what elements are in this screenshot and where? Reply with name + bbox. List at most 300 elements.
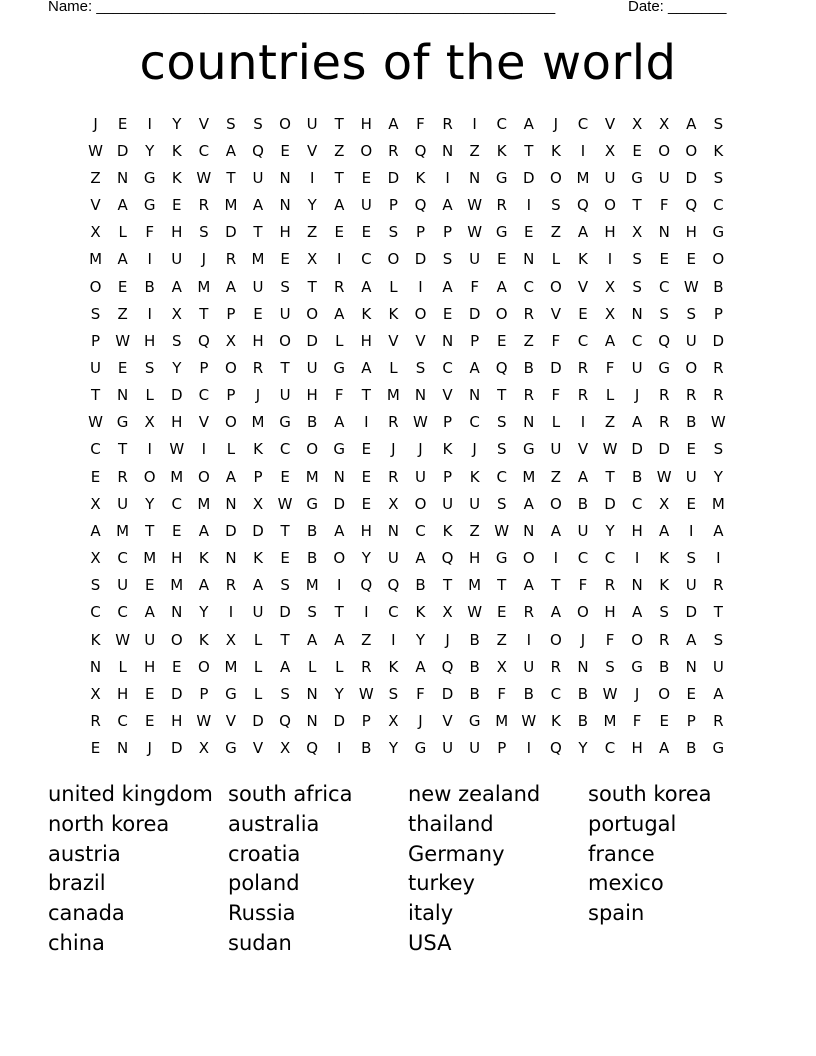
grid-letter: M (386, 386, 400, 405)
grid-letter: F (145, 223, 155, 242)
grid-letter: K (713, 141, 724, 160)
letter-grid (82, 110, 732, 762)
grid-letter: R (577, 358, 589, 377)
grid-letter: S (144, 358, 155, 377)
grid-letter: X (225, 630, 237, 649)
grid-letter: A (144, 603, 155, 622)
grid-letter: E (686, 250, 696, 269)
grid-letter: N (333, 467, 345, 486)
grid-letter: M (576, 168, 590, 187)
grid-letter: F (632, 712, 642, 731)
grid-letter: T (442, 576, 453, 595)
grid-letter: R (496, 196, 507, 215)
grid-letter: R (550, 657, 562, 676)
grid-letter: P (253, 467, 263, 486)
grid-letter: D (550, 358, 562, 377)
name-field[interactable]: Name: _______________________________________________________ (48, 0, 556, 15)
grid-letter: B (577, 712, 589, 731)
grid-letter: M (170, 467, 184, 486)
grid-letter: U (90, 358, 102, 377)
grid-letter: O (522, 549, 535, 568)
grid-letter: D (712, 331, 725, 350)
grid-letter: F (334, 386, 344, 405)
grid-letter: C (713, 196, 724, 215)
grid-letter: S (388, 223, 399, 242)
grid-letter: F (578, 576, 588, 595)
grid-letter: G (658, 358, 670, 377)
word-list-item: spain (588, 901, 645, 926)
grid-letter: M (197, 277, 211, 296)
grid-letter: H (171, 413, 183, 432)
grid-letter: X (225, 331, 237, 350)
grid-letter: I (445, 168, 450, 187)
grid-letter: C (117, 603, 128, 622)
grid-letter: G (333, 440, 346, 459)
grid-letter: D (523, 168, 535, 187)
grid-letter: Q (577, 196, 589, 215)
header-line (48, 0, 748, 17)
grid-letter: L (389, 358, 398, 377)
grid-letter: A (550, 603, 561, 622)
grid-letter: V (307, 141, 318, 160)
grid-letter: H (279, 223, 291, 242)
grid-letter: J (391, 440, 396, 459)
grid-letter: D (170, 739, 183, 758)
grid-letter: A (523, 576, 534, 595)
grid-letter: D (252, 521, 264, 540)
grid-letter: O (549, 277, 562, 296)
grid-letter: Y (388, 739, 398, 758)
grid-letter: S (280, 576, 290, 595)
grid-letter: Q (495, 358, 508, 377)
grid-letter: A (686, 630, 697, 649)
grid-letter: E (361, 440, 372, 459)
grid-letter: T (226, 168, 236, 187)
grid-letter: L (118, 223, 127, 242)
grid-letter: A (415, 657, 426, 676)
grid-letter: H (468, 549, 481, 568)
grid-letter: G (468, 712, 481, 731)
grid-letter: D (604, 494, 616, 513)
grid-letter: F (416, 684, 425, 703)
grid-letter: A (279, 657, 291, 676)
grid-letter: O (333, 549, 346, 568)
grid-letter: L (253, 630, 263, 649)
grid-letter: P (199, 358, 209, 377)
grid-letter: O (631, 630, 643, 649)
grid-letter: U (442, 739, 454, 758)
grid-letter: D (414, 250, 427, 269)
grid-letter: A (334, 304, 345, 323)
grid-letter: B (577, 494, 589, 513)
grid-letter: A (442, 196, 453, 215)
grid-letter: W (467, 223, 483, 242)
grid-letter: G (495, 223, 508, 242)
grid-letter: W (656, 467, 672, 486)
grid-letter: X (631, 114, 643, 133)
word-list-item: australia (228, 811, 320, 836)
grid-letter: R (577, 386, 589, 405)
grid-letter: L (335, 331, 344, 350)
grid-letter: N (117, 168, 129, 187)
grid-letter: K (469, 467, 480, 486)
word-list-item: Germany (408, 841, 505, 866)
word-list-item: turkey (408, 871, 475, 896)
grid-letter: R (117, 467, 128, 486)
grid-letter: R (388, 413, 399, 432)
grid-letter: K (171, 141, 182, 160)
grid-letter: E (280, 549, 290, 568)
grid-letter: T (90, 386, 101, 405)
grid-letter: U (252, 277, 264, 296)
grid-letter: M (197, 494, 211, 513)
grid-letter: P (388, 196, 398, 215)
grid-letter: P (226, 304, 236, 323)
grid-letter: L (605, 386, 615, 405)
grid-letter: A (550, 521, 561, 540)
grid-letter: S (388, 684, 399, 703)
grid-letter: A (198, 576, 209, 595)
grid-letter: A (442, 277, 453, 296)
grid-letter: E (90, 739, 101, 758)
grid-letter: A (225, 467, 237, 486)
grid-letter: A (415, 549, 426, 568)
word-list-item: north korea (48, 811, 170, 836)
grid-letter: Y (199, 603, 209, 622)
grid-letter: C (469, 413, 480, 432)
grid-letter: E (172, 657, 182, 676)
grid-letter: S (713, 168, 724, 187)
grid-letter: Y (145, 141, 155, 160)
grid-letter: K (388, 657, 399, 676)
grid-letter: E (659, 712, 669, 731)
grid-letter: Y (605, 521, 615, 540)
grid-letter: H (631, 739, 643, 758)
grid-letter: C (361, 250, 372, 269)
grid-letter: D (306, 331, 318, 350)
grid-letter: E (280, 250, 290, 269)
grid-letter: R (523, 386, 534, 405)
grid-letter: B (713, 277, 724, 296)
word-list-item: canada (48, 901, 125, 926)
grid-letter: E (578, 304, 588, 323)
grid-letter: I (553, 549, 559, 568)
grid-letter: L (226, 440, 236, 459)
grid-letter: U (414, 467, 426, 486)
grid-letter: L (335, 657, 344, 676)
grid-letter: O (360, 141, 373, 160)
grid-letter: G (333, 358, 346, 377)
grid-letter: S (713, 114, 724, 133)
grid-letter: W (88, 141, 103, 160)
grid-letter: A (388, 114, 399, 133)
grid-letter: K (388, 304, 399, 323)
grid-letter: O (225, 413, 237, 432)
grid-letter: R (713, 712, 724, 731)
grid-letter: A (334, 413, 345, 432)
grid-letter: N (306, 712, 318, 731)
grid-letter: F (551, 331, 561, 350)
grid-letter: S (659, 304, 669, 323)
grid-letter: U (523, 657, 535, 676)
grid-letter: A (225, 277, 237, 296)
grid-letter: M (170, 576, 184, 595)
grid-letter: T (605, 467, 615, 486)
grid-letter: Q (360, 576, 373, 595)
grid-letter: U (604, 168, 616, 187)
grid-letter: I (228, 603, 234, 622)
grid-letter: X (659, 114, 670, 133)
grid-letter: R (713, 576, 724, 595)
grid-letter: Y (361, 549, 371, 568)
grid-letter: V (388, 331, 399, 350)
grid-letter: C (550, 684, 562, 703)
grid-letter: P (443, 223, 453, 242)
grid-letter: T (280, 358, 290, 377)
grid-letter: H (685, 223, 697, 242)
grid-letter: S (226, 114, 236, 133)
grid-letter: P (470, 331, 480, 350)
grid-letter: N (441, 141, 454, 160)
grid-letter: X (171, 304, 182, 323)
grid-letter: H (171, 549, 183, 568)
grid-letter: K (171, 168, 182, 187)
word-list-item: china (48, 930, 105, 955)
grid-letter: R (361, 657, 372, 676)
grid-letter: M (305, 467, 319, 486)
grid-letter: Y (307, 196, 317, 215)
grid-letter: X (496, 657, 507, 676)
grid-letter: G (712, 223, 725, 242)
grid-letter: I (337, 739, 342, 758)
grid-letter: V (550, 304, 561, 323)
grid-letter: X (388, 494, 399, 513)
grid-letter: S (90, 576, 101, 595)
grid-letter: Z (469, 141, 480, 160)
grid-letter: O (685, 141, 698, 160)
grid-letter: X (631, 223, 643, 242)
grid-letter: E (144, 712, 155, 731)
grid-letter: S (686, 304, 697, 323)
grid-letter: U (387, 549, 399, 568)
grid-letter: Z (550, 223, 561, 242)
grid-letter: U (550, 440, 562, 459)
grid-letter: E (496, 250, 507, 269)
grid-letter: S (415, 358, 426, 377)
grid-letter: C (604, 549, 616, 568)
grid-letter: Q (414, 141, 427, 160)
grid-letter: Z (90, 168, 101, 187)
grid-letter: Q (658, 331, 671, 350)
grid-letter: H (171, 712, 183, 731)
grid-letter: L (551, 250, 561, 269)
grid-letter: T (199, 304, 209, 323)
word-list-item: south africa (228, 782, 353, 806)
grid-letter: R (658, 630, 670, 649)
grid-letter: E (659, 250, 669, 269)
grid-letter: U (252, 603, 264, 622)
grid-letter: A (523, 114, 534, 133)
grid-letter: E (361, 168, 372, 187)
grid-letter: K (550, 141, 561, 160)
grid-letter: I (364, 603, 369, 622)
grid-letter: O (89, 277, 102, 296)
grid-letter: O (658, 141, 671, 160)
grid-letter: O (549, 168, 562, 187)
grid-letter: J (580, 630, 586, 649)
grid-letter: O (279, 114, 291, 133)
grid-letter: E (117, 277, 128, 296)
grid-letter: W (467, 196, 483, 215)
grid-letter: Y (415, 630, 426, 649)
grid-letter: T (497, 576, 507, 595)
grid-letter: O (170, 630, 183, 649)
grid-letter: J (201, 250, 207, 269)
grid-letter: A (496, 277, 507, 296)
grid-letter: S (496, 494, 507, 513)
grid-letter: E (172, 521, 182, 540)
grid-letter: X (442, 603, 453, 622)
grid-letter: C (90, 440, 101, 459)
grid-letter: A (361, 358, 372, 377)
grid-letter: U (712, 657, 724, 676)
grid-letter: I (526, 196, 531, 215)
grid-letter: A (334, 521, 345, 540)
grid-letter: U (117, 576, 129, 595)
grid-letter: R (225, 250, 237, 269)
grid-letter: R (90, 712, 101, 731)
word-list-item: italy (408, 901, 454, 926)
grid-letter: F (551, 386, 561, 405)
grid-letter: K (415, 168, 426, 187)
grid-letter: J (418, 440, 423, 459)
grid-letter: A (631, 413, 643, 432)
grid-letter: O (414, 494, 427, 513)
grid-letter: O (604, 196, 616, 215)
grid-letter: V (604, 114, 616, 133)
grid-letter: H (252, 331, 264, 350)
grid-letter: K (578, 250, 588, 269)
grid-letter: E (524, 223, 534, 242)
grid-letter: B (469, 657, 480, 676)
grid-letter: W (602, 440, 618, 459)
grid-letter: M (143, 549, 157, 568)
grid-letter: N (469, 386, 481, 405)
grid-letter: E (496, 331, 507, 350)
grid-letter: E (117, 114, 128, 133)
grid-letter: Q (549, 739, 562, 758)
grid-letter: R (225, 576, 237, 595)
word-list-item: Russia (228, 901, 296, 926)
grid-letter: K (361, 304, 372, 323)
grid-letter: Q (414, 196, 427, 215)
grid-letter: N (658, 223, 670, 242)
grid-letter: C (198, 141, 210, 160)
grid-letter: J (147, 739, 152, 758)
grid-letter: T (334, 114, 344, 133)
grid-letter: W (115, 331, 131, 350)
grid-letter: Y (172, 358, 182, 377)
grid-letter: C (577, 114, 589, 133)
grid-letter: J (445, 630, 450, 649)
grid-letter: W (88, 413, 103, 432)
grid-letter: P (199, 684, 209, 703)
date-field[interactable]: Date: _______ (628, 0, 727, 15)
grid-letter: D (170, 684, 183, 703)
grid-letter: I (147, 114, 152, 133)
grid-letter: Q (279, 712, 291, 731)
grid-letter: A (117, 196, 128, 215)
grid-letter: B (577, 684, 589, 703)
grid-letter: N (441, 331, 454, 350)
grid-letter: R (388, 141, 399, 160)
grid-letter: O (658, 684, 671, 703)
grid-letter: C (658, 277, 670, 296)
grid-letter: W (196, 168, 212, 187)
grid-letter: T (145, 521, 155, 540)
grid-letter: A (659, 521, 670, 540)
grid-letter: D (252, 712, 264, 731)
word-list-item: croatia (228, 841, 301, 866)
grid-letter: X (659, 494, 670, 513)
grid-letter: H (604, 603, 616, 622)
grid-letter: O (197, 467, 210, 486)
word-list-item: austria (48, 841, 121, 866)
grid-letter: K (198, 630, 209, 649)
grid-letter: K (659, 549, 670, 568)
grid-letter: K (659, 576, 670, 595)
grid-letter: X (198, 739, 209, 758)
grid-letter: T (280, 630, 290, 649)
grid-letter: R (252, 358, 264, 377)
grid-letter: I (607, 250, 613, 269)
grid-letter: H (631, 521, 643, 540)
grid-letter: I (716, 549, 721, 568)
grid-letter: I (526, 739, 531, 758)
grid-letter: E (90, 467, 101, 486)
grid-letter: V (415, 331, 426, 350)
grid-letter: W (169, 440, 185, 459)
word-list-item: USA (408, 930, 452, 955)
grid-letter: O (225, 358, 237, 377)
grid-letter: E (361, 494, 372, 513)
grid-letter: B (631, 467, 643, 486)
grid-letter: T (632, 196, 642, 215)
grid-letter: E (686, 494, 696, 513)
grid-letter: G (225, 739, 237, 758)
grid-letter: I (337, 250, 342, 269)
grid-letter: K (90, 630, 101, 649)
grid-letter: I (147, 304, 152, 323)
grid-letter: P (443, 413, 453, 432)
grid-letter: R (523, 603, 534, 622)
grid-letter: B (307, 521, 318, 540)
grid-letter: Z (361, 630, 372, 649)
grid-letter: A (604, 331, 616, 350)
word-list-item: new zealand (408, 782, 541, 806)
grid-letter: I (391, 630, 396, 649)
grid-letter: C (442, 358, 453, 377)
grid-letter: O (685, 358, 698, 377)
grid-letter: H (144, 657, 156, 676)
grid-letter: U (685, 576, 697, 595)
grid-letter: H (360, 114, 372, 133)
grid-letter: K (442, 440, 453, 459)
grid-letter: N (171, 603, 183, 622)
grid-letter: I (201, 440, 207, 459)
grid-letter: S (307, 603, 317, 622)
grid-letter: S (632, 250, 642, 269)
